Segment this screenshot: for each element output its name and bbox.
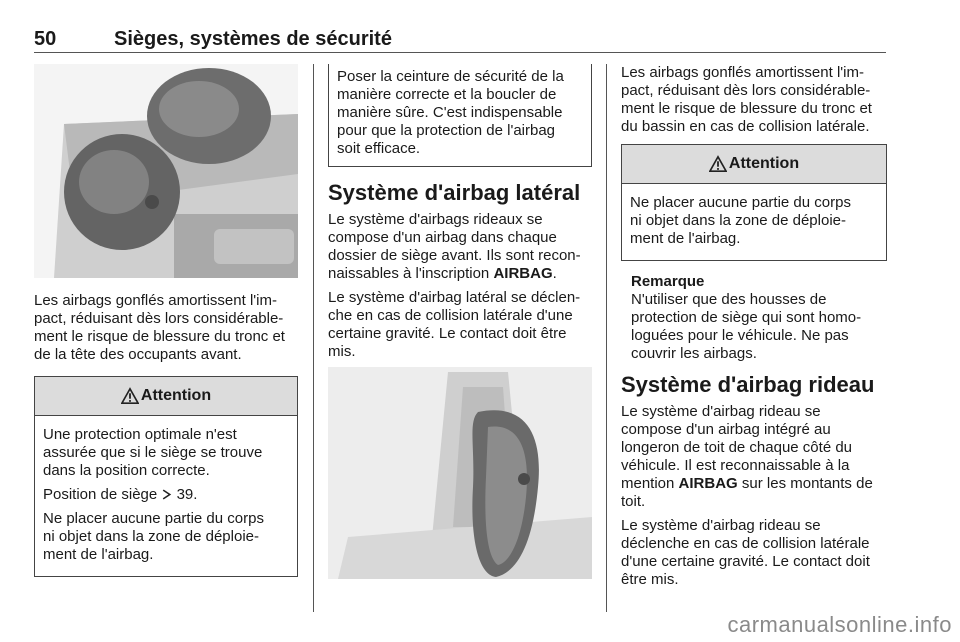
- text-line: de la tête des occupants avant.: [34, 346, 242, 363]
- text-line: toit.: [621, 493, 646, 510]
- body-paragraph: [328, 211, 592, 283]
- page-header: [34, 28, 886, 53]
- attention-header: [35, 377, 297, 416]
- text-line: ment le risque de blessure du tronc et: [34, 328, 285, 345]
- text-line: d'une certaine gravité. Le contact doit: [621, 553, 870, 570]
- text-line: Le système d'airbag rideau se: [621, 403, 821, 420]
- page-title: Sièges, systèmes de sécurité: [114, 28, 392, 50]
- text-line: longeron de toit de chaque côté du: [621, 439, 853, 456]
- text-line: Les airbags gonflés amortissent l'im-: [34, 292, 277, 309]
- text-line: Poser la ceinture de sécurité de la: [337, 68, 564, 85]
- section-heading: Système d'airbag rideau: [621, 372, 875, 397]
- seat-position-reference: [43, 486, 289, 504]
- attention-paragraph: [630, 194, 878, 248]
- text-line: assurée que si le siège se trouve: [43, 444, 263, 461]
- text-line: manière correcte et la boucler de: [337, 86, 557, 103]
- body-paragraph: [621, 517, 887, 589]
- attention-header: [622, 145, 886, 184]
- body-paragraph: [621, 403, 887, 511]
- text-line: du bassin en cas de collision latérale.: [621, 118, 870, 135]
- column-middle: [328, 64, 592, 579]
- text-line: Le système d'airbag rideau se: [621, 517, 821, 534]
- watermark: carmanualsonline.info: [727, 612, 952, 637]
- attention-title: Attention: [140, 387, 212, 404]
- text-line: Une protection optimale n'est: [43, 426, 237, 443]
- text-line: ment de l'airbag.: [630, 230, 741, 247]
- attention-body: [622, 184, 886, 260]
- text-line: compose d'un airbag intégré au: [621, 421, 831, 438]
- text-line: pour que la protection de l'airbag: [337, 122, 556, 139]
- body-paragraph: [621, 64, 887, 136]
- text-line: couvrir les airbags.: [631, 345, 757, 362]
- column-right: [621, 64, 887, 595]
- page-link[interactable]: 39.: [176, 486, 198, 503]
- attention-box: [34, 376, 298, 577]
- text-line: Le système d'airbag latéral se déclen-: [328, 289, 581, 306]
- text-line: N'utiliser que des housses de: [631, 291, 827, 308]
- text-line: loguées pour le véhicule. Ne pas: [631, 327, 849, 344]
- text-line: ni objet dans la zone de déploie-: [43, 528, 259, 545]
- note-title: Remarque: [631, 273, 705, 290]
- column-divider: [606, 64, 607, 612]
- text-line: compose d'un airbag dans chaque: [328, 229, 557, 246]
- text-line: Les airbags gonflés amortissent l'im-: [621, 64, 864, 81]
- note-paragraph: [631, 291, 887, 363]
- text-line: ni objet dans la zone de déploie-: [630, 212, 846, 229]
- text-line: sur les montants de: [741, 475, 873, 492]
- text-line: che en cas de collision latérale d'une: [328, 307, 573, 324]
- attention-title: Attention: [728, 155, 800, 172]
- text-line: mention: [621, 475, 675, 492]
- warning-triangle-icon: [121, 387, 139, 405]
- side-airbag-illustration: [328, 367, 592, 579]
- text-line: pact, réduisant dès lors considérable-: [34, 310, 284, 327]
- text-line: certaine gravité. Le contact doit être: [328, 325, 567, 342]
- text-line: dossier de siège avant. Ils sont recon-: [328, 247, 581, 264]
- text-line: pact, réduisant dès lors considérable-: [621, 82, 871, 99]
- text-line: naissables à l'inscription: [328, 265, 490, 282]
- column-left: [34, 64, 298, 577]
- attention-body: [35, 416, 297, 576]
- text-line: déclenche en cas de collision latérale: [621, 535, 870, 552]
- text-line: Ne placer aucune partie du corps: [43, 510, 264, 527]
- note-block: [621, 273, 887, 363]
- text-line: mis.: [328, 343, 356, 360]
- text-line: dans la position correcte.: [43, 462, 210, 479]
- box-paragraph: [337, 68, 583, 158]
- page-number: 50: [34, 28, 57, 50]
- text-line: Position de siège: [43, 486, 158, 503]
- column-divider: [313, 64, 314, 612]
- attention-box: [621, 144, 887, 261]
- text-line: véhicule. Il est reconnaissable à la: [621, 457, 850, 474]
- body-paragraph: [328, 289, 592, 361]
- attention-paragraph: [43, 426, 289, 480]
- text-line: protection de siège qui sont homo-: [631, 309, 862, 326]
- front-airbags-illustration: [34, 64, 298, 278]
- text-line: .: [552, 265, 557, 282]
- text-line: manière sûre. C'est indispensable: [337, 104, 563, 121]
- attention-paragraph: [43, 510, 289, 564]
- airbag-keyword: AIRBAG: [678, 475, 738, 492]
- reference-arrow-icon: [161, 489, 172, 500]
- text-line: ment de l'airbag.: [43, 546, 154, 563]
- text-line: Le système d'airbags rideaux se: [328, 211, 543, 228]
- text-line: soit efficace.: [337, 140, 421, 157]
- airbag-keyword: AIRBAG: [493, 265, 553, 282]
- seatbelt-continuation-box: [328, 64, 592, 167]
- text-line: être mis.: [621, 571, 679, 588]
- text-line: Ne placer aucune partie du corps: [630, 194, 851, 211]
- section-heading: Système d'airbag latéral: [328, 180, 581, 205]
- intro-paragraph: [34, 292, 298, 364]
- warning-triangle-icon: [709, 155, 727, 173]
- text-line: ment le risque de blessure du tronc et: [621, 100, 872, 117]
